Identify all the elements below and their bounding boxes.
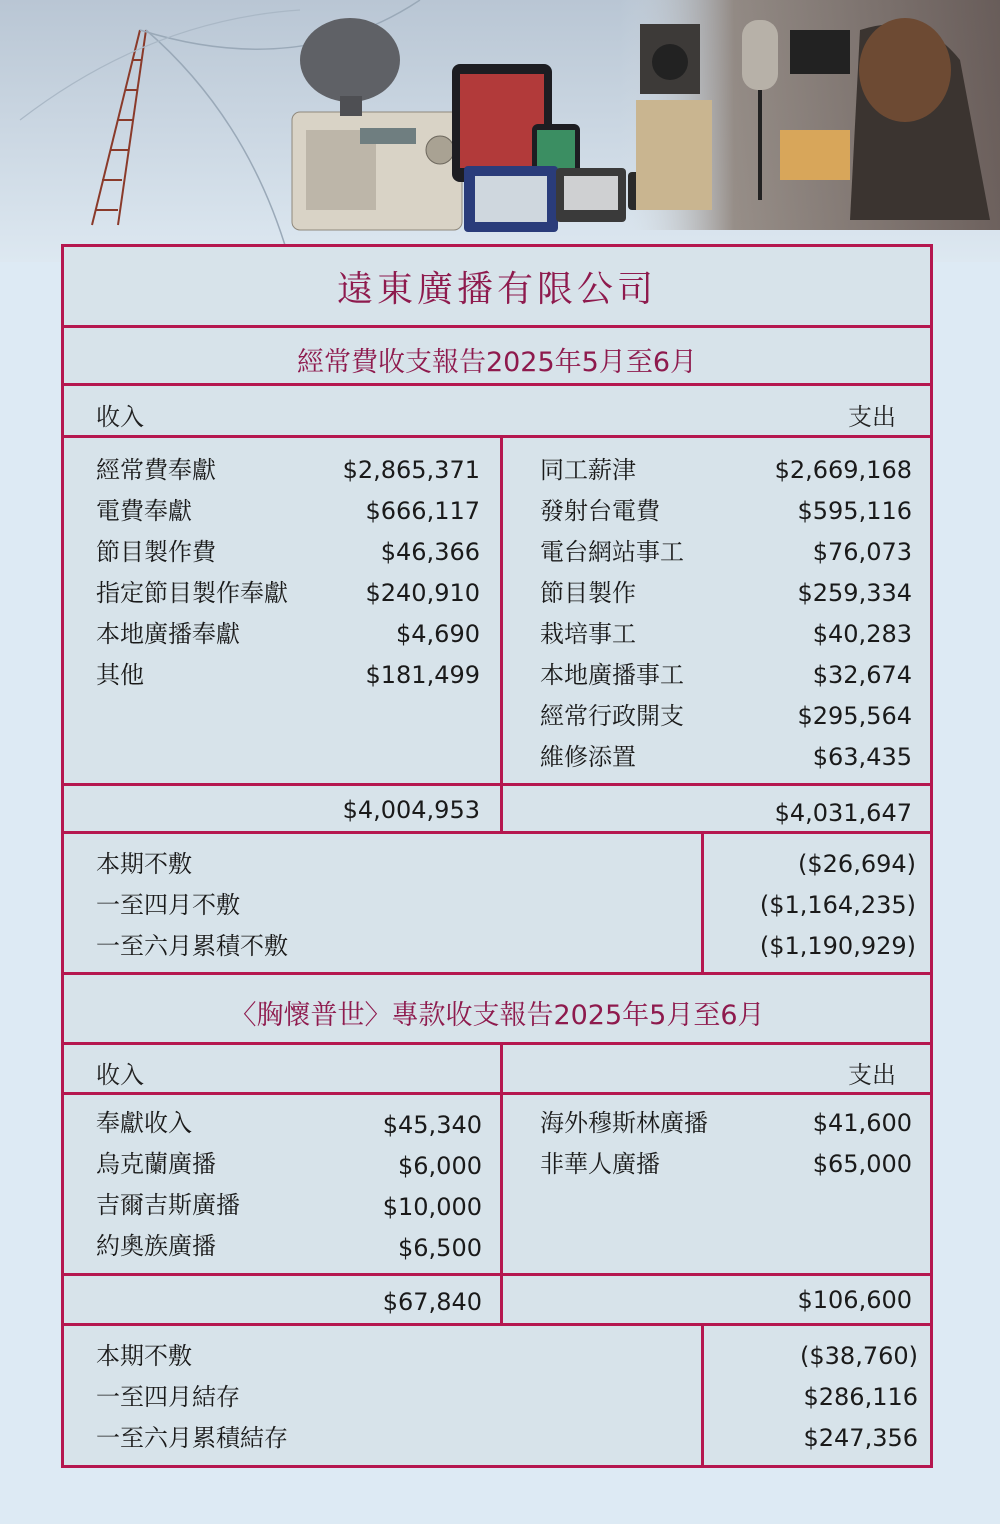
divider	[64, 1323, 930, 1326]
list-item-label: 節目製作費	[96, 538, 216, 566]
list-item-amount: $45,340	[382, 1111, 482, 1139]
list-item-label: 同工薪津	[540, 456, 636, 484]
summary-amount: ($1,190,929)	[759, 932, 916, 960]
list-item-label: 本地廣播奉獻	[96, 620, 240, 648]
list-item-label: 本地廣播事工	[540, 661, 684, 689]
column-divider	[701, 834, 704, 972]
list-item-amount: $2,669,168	[774, 456, 912, 484]
divider	[64, 1273, 930, 1276]
divider	[64, 1092, 930, 1095]
list-item-amount: $666,117	[365, 497, 480, 525]
list-item-amount: $181,499	[365, 661, 480, 689]
summary-label: 一至四月結存	[96, 1383, 240, 1411]
header-photo	[0, 0, 1000, 262]
list-item-amount: $40,283	[812, 620, 912, 648]
income-total: $67,840	[382, 1288, 482, 1316]
divider	[64, 831, 930, 834]
divider	[64, 383, 930, 386]
list-item-label: 發射台電費	[540, 497, 660, 525]
summary-amount: ($26,694)	[798, 850, 916, 878]
special-report-title: 〈胸懷普世〉專款收支報告2025年5月至6月	[229, 1000, 765, 1031]
income-header: 收入	[96, 403, 144, 431]
summary-label: 本期不敷	[96, 850, 192, 878]
list-item-amount: $65,000	[812, 1150, 912, 1178]
list-item-label: 其他	[96, 661, 144, 689]
summary-label: 一至六月累積不敷	[96, 932, 288, 960]
column-divider	[500, 1045, 503, 1323]
list-item-label: 經常行政開支	[540, 702, 684, 730]
divider	[64, 783, 930, 786]
list-item-label: 維修添置	[540, 743, 636, 771]
list-item-label: 經常費奉獻	[96, 456, 216, 484]
expense-header: 支出	[848, 1061, 896, 1089]
expense-header: 支出	[848, 403, 896, 431]
divider	[64, 972, 930, 975]
summary-amount: ($1,164,235)	[759, 891, 916, 919]
list-item-label: 指定節目製作奉獻	[96, 579, 288, 607]
divider	[64, 1042, 930, 1045]
list-item-amount: $4,690	[396, 620, 480, 648]
list-item-amount: $46,366	[380, 538, 480, 566]
list-item-amount: $2,865,371	[342, 456, 480, 484]
summary-label: 一至四月不敷	[96, 891, 240, 919]
list-item-label: 約奧族廣播	[96, 1232, 216, 1260]
summary-amount: $247,356	[803, 1424, 918, 1452]
list-item-amount: $259,334	[797, 579, 912, 607]
list-item-label: 電費奉獻	[96, 497, 192, 525]
summary-label: 本期不敷	[96, 1342, 192, 1370]
list-item-amount: $10,000	[382, 1193, 482, 1221]
list-item-amount: $41,600	[812, 1109, 912, 1137]
list-item-amount: $295,564	[797, 702, 912, 730]
finance-report	[61, 244, 933, 1468]
income-header: 收入	[96, 1061, 144, 1089]
summary-label: 一至六月累積結存	[96, 1424, 288, 1452]
header-photo-art	[0, 0, 1000, 262]
summary-amount: $286,116	[803, 1383, 918, 1411]
list-item-label: 電台網站事工	[540, 538, 684, 566]
list-item-label: 節目製作	[540, 579, 636, 607]
expense-total: $106,600	[797, 1286, 912, 1314]
list-item-label: 烏克蘭廣播	[96, 1150, 216, 1178]
list-item-label: 海外穆斯林廣播	[540, 1109, 708, 1137]
list-item-amount: $76,073	[812, 538, 912, 566]
income-total: $4,004,953	[342, 796, 480, 824]
column-divider	[701, 1326, 704, 1465]
list-item-label: 栽培事工	[540, 620, 636, 648]
list-item-label: 奉獻收入	[96, 1109, 192, 1137]
regular-report-title: 經常費收支報告2025年5月至6月	[296, 347, 698, 378]
report-title: 遠東廣播有限公司	[336, 269, 657, 310]
list-item-amount: $240,910	[365, 579, 480, 607]
list-item-amount: $6,000	[398, 1152, 482, 1180]
divider	[64, 325, 930, 328]
list-item-amount: $63,435	[812, 743, 912, 771]
expense-total: $4,031,647	[774, 799, 912, 827]
list-item-amount: $595,116	[797, 497, 912, 525]
list-item-label: 吉爾吉斯廣播	[96, 1191, 240, 1219]
divider	[64, 435, 930, 438]
list-item-label: 非華人廣播	[540, 1150, 660, 1178]
summary-amount: ($38,760)	[800, 1342, 918, 1370]
column-divider	[500, 438, 503, 833]
list-item-amount: $6,500	[398, 1234, 482, 1262]
list-item-amount: $32,674	[812, 661, 912, 689]
